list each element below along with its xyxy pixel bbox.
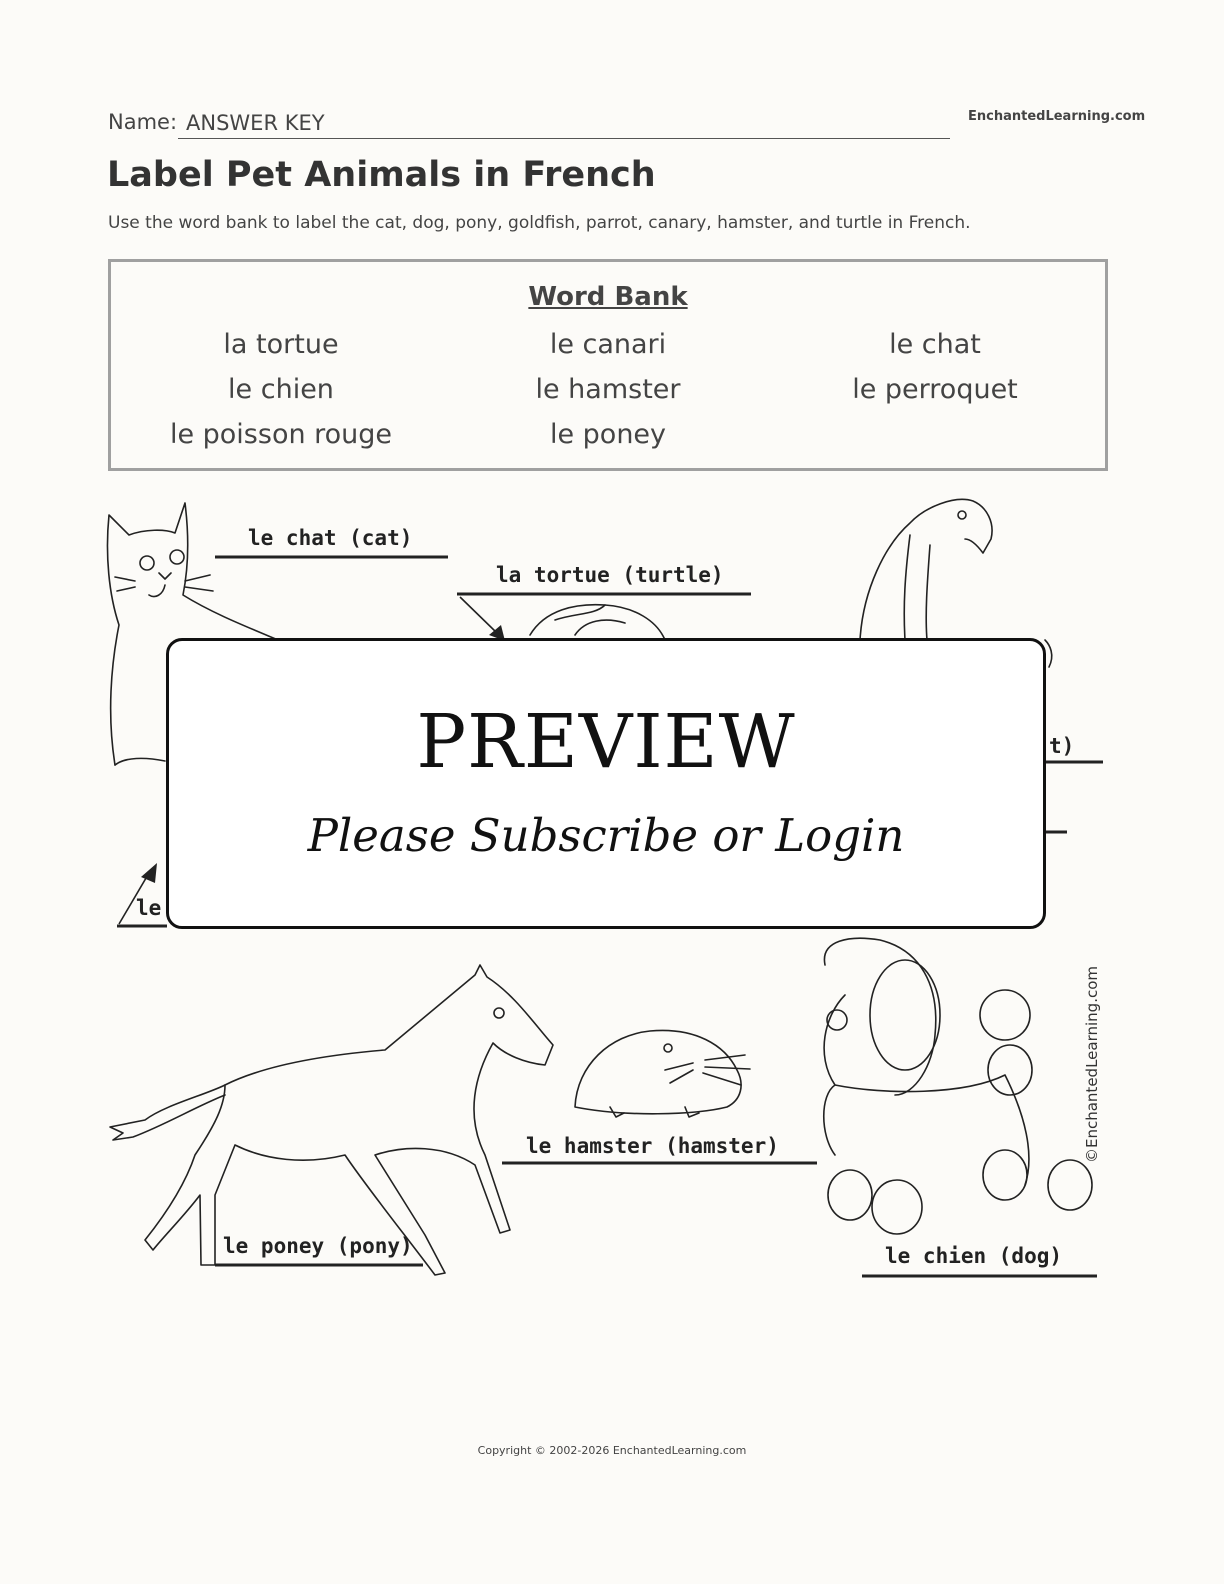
word-bank-item: la tortue: [223, 329, 339, 360]
word-bank-item: le hamster: [535, 374, 681, 405]
site-name: EnchantedLearning.com: [968, 109, 1146, 124]
word-bank-column-3: [770, 326, 1100, 416]
word-bank-column-1: [116, 326, 446, 461]
word-bank: [108, 259, 1108, 471]
word-bank-column-2: [443, 326, 773, 461]
word-bank-item: le poisson rouge: [169, 419, 393, 450]
turtle-drawing: [530, 605, 665, 640]
left-label-partial: [117, 863, 167, 926]
pony-label: [215, 1234, 423, 1265]
name-underline: [178, 138, 950, 139]
copyright: Copyright © 2002-2026 EnchantedLearning.com: [477, 1444, 747, 1457]
svg-text:le poney (pony): le poney (pony): [223, 1234, 413, 1258]
word-bank-item: le chien: [228, 374, 334, 405]
svg-text:la tortue (turtle): la tortue (turtle): [496, 563, 724, 587]
svg-text:le chien (dog): le chien (dog): [885, 1244, 1063, 1268]
word-bank-title: Word Bank: [528, 282, 688, 312]
page-title: Label Pet Animals in French: [107, 155, 656, 195]
dog-label: [862, 1244, 1097, 1276]
preview-title: PREVIEW: [416, 699, 796, 785]
dog-drawing: [824, 938, 1092, 1234]
svg-text:le chat (cat): le chat (cat): [248, 526, 413, 550]
watermark-text: ©EnchantedLearning.com: [1083, 966, 1101, 1163]
hamster-drawing: [575, 1030, 750, 1117]
cat-label: [215, 526, 448, 557]
svg-text:le: le: [136, 896, 162, 920]
word-bank-item: le chat: [889, 329, 981, 360]
name-label: Name:: [108, 110, 178, 134]
turtle-label: [457, 563, 751, 641]
word-bank-item: le canari: [549, 329, 667, 360]
preview-subtitle[interactable]: Please Subscribe or Login: [307, 809, 905, 862]
parrot-label-partial: [1045, 734, 1103, 832]
word-bank-item: le perroquet: [852, 374, 1018, 405]
word-bank-item: le poney: [549, 419, 667, 450]
hamster-label: [502, 1134, 817, 1163]
svg-text:t): t): [1049, 734, 1075, 758]
preview-overlay[interactable]: [166, 638, 1046, 929]
svg-text:le hamster (hamster): le hamster (hamster): [526, 1134, 779, 1158]
instructions: Use the word bank to label the cat, dog, pony, goldfish, parrot, canary, hamster, and turtle in French.: [108, 213, 971, 233]
pony-drawing: [110, 965, 553, 1275]
name-value: ANSWER KEY: [186, 111, 325, 135]
